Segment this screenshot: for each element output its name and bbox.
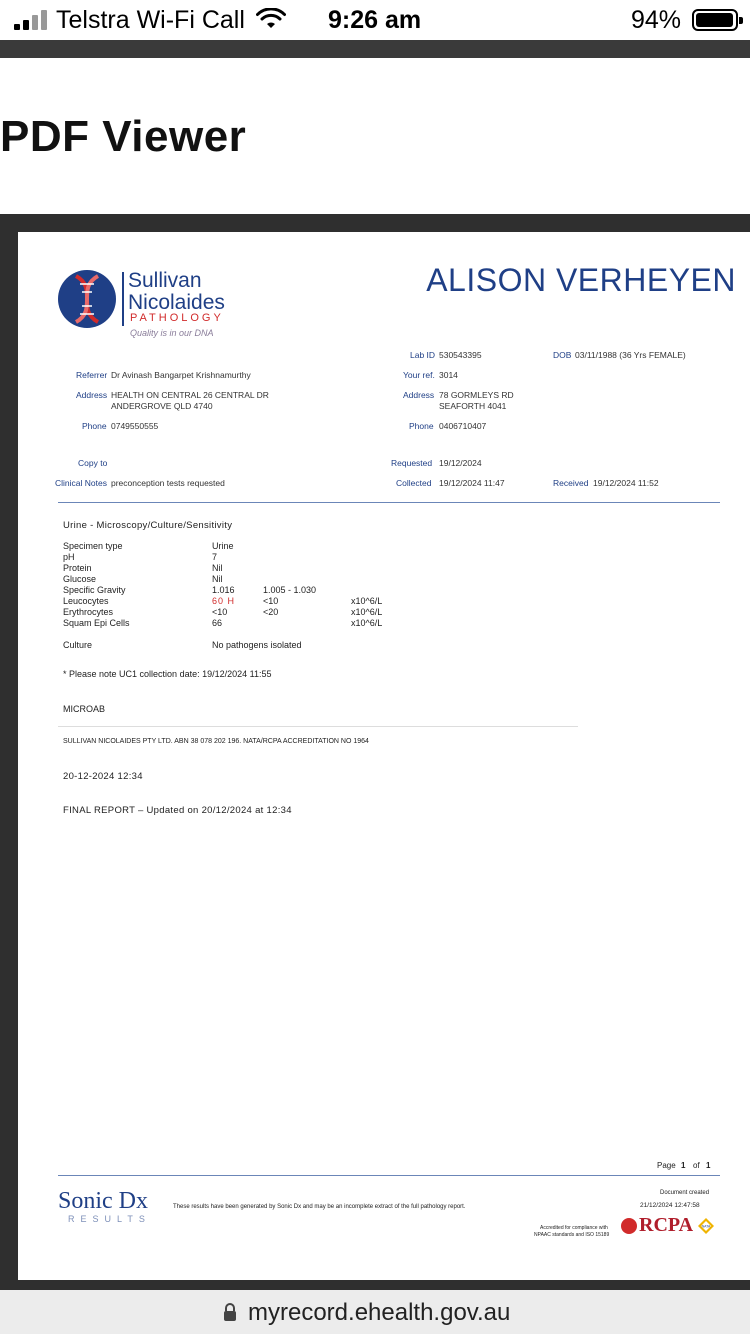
pat-address-label: Address xyxy=(403,390,435,400)
result-name: Protein xyxy=(63,563,92,573)
sonic-results-text: RESULTS xyxy=(68,1214,151,1224)
accreditation-text: SULLIVAN NICOLAIDES PTY LTD. ABN 38 078 202 196. NATA/RCPA ACCREDITATION NO 1964 xyxy=(63,738,369,745)
wifi-icon xyxy=(256,8,286,30)
logo-line1: Sullivan xyxy=(128,269,202,292)
yourref-label: Your ref. xyxy=(403,370,435,380)
battery-percent: 94% xyxy=(631,6,682,34)
accredited-text-1: Accredited for compliance with xyxy=(540,1225,608,1231)
result-range: <10 xyxy=(263,596,279,606)
result-value: Nil xyxy=(212,574,223,584)
result-value: Urine xyxy=(212,541,234,551)
result-name: Squam Epi Cells xyxy=(63,618,130,628)
microab-label: MICROAB xyxy=(63,704,106,714)
logo-tagline: Quality is in our DNA xyxy=(130,328,214,338)
lock-icon xyxy=(223,1303,237,1321)
copyto-label: Copy to xyxy=(78,458,108,468)
sonic-dx-logo: Sonic Dx xyxy=(58,1188,148,1214)
result-value: 66 xyxy=(212,618,223,628)
patient-name: ALISON VERHEYEN xyxy=(426,262,736,298)
result-unit: x10^6/L xyxy=(351,618,383,628)
result-value: <10 xyxy=(212,607,228,617)
clinical-notes-value: preconception tests requested xyxy=(111,478,225,488)
result-name: Specific Gravity xyxy=(63,585,126,595)
result-value: 1.016 xyxy=(212,585,235,595)
result-value-high: 60 H xyxy=(212,596,236,606)
received-label: Received xyxy=(553,478,589,488)
result-unit: x10^6/L xyxy=(351,596,383,606)
page-title: PDF Viewer xyxy=(0,112,247,161)
referrer-value: Dr Avinash Bangarpet Krishnamurthy xyxy=(111,370,251,380)
requested-label: Requested xyxy=(391,458,433,468)
doc-created-label: Document created xyxy=(660,1190,710,1196)
labid-label: Lab ID xyxy=(410,350,436,360)
ref-address-line1: HEALTH ON CENTRAL 26 CENTRAL DR xyxy=(111,390,269,400)
result-range: <20 xyxy=(263,607,279,617)
ref-address-line2: ANDERGROVE QLD 4740 xyxy=(111,401,213,411)
result-name: Leucocytes xyxy=(63,596,109,606)
page-number: 1 xyxy=(681,1161,686,1170)
page-total: 1 xyxy=(706,1161,711,1170)
pat-address-line2: SEAFORTH 4041 xyxy=(439,401,507,411)
dob-value: 03/11/1988 (36 Yrs FEMALE) xyxy=(575,350,686,360)
svg-text:NATA: NATA xyxy=(701,1224,711,1229)
accredited-text-2: NPAAC standards and ISO 15189 xyxy=(534,1232,610,1238)
doc-created-value: 21/12/2024 12:47:58 xyxy=(640,1202,700,1209)
result-name: Glucose xyxy=(63,574,97,584)
disclaimer-text: These results have been generated by Sonic Dx and may be an incomplete extract of the full pathology report. xyxy=(173,1204,466,1210)
ref-address-label: Address xyxy=(76,390,108,400)
result-name: Erythrocytes xyxy=(63,607,114,617)
pdf-page[interactable] xyxy=(18,232,750,1280)
result-value: Nil xyxy=(212,563,223,573)
rcpa-logo-icon xyxy=(621,1218,637,1234)
received-value: 19/12/2024 11:52 xyxy=(593,478,659,488)
dna-logo-icon xyxy=(58,270,116,328)
page-of: of xyxy=(693,1161,700,1170)
nata-logo-icon xyxy=(698,1218,714,1234)
culture-value: No pathogens isolated xyxy=(212,640,302,650)
yourref-value: 3014 xyxy=(439,370,458,380)
ref-phone-value: 0749550555 xyxy=(111,421,159,431)
requested-value: 19/12/2024 xyxy=(439,458,482,468)
clinical-notes-label: Clinical Notes xyxy=(55,478,107,488)
status-bar xyxy=(0,0,750,40)
final-report-status: FINAL REPORT – Updated on 20/12/2024 at 12:34 xyxy=(63,805,292,816)
dob-label: DOB xyxy=(553,350,572,360)
collected-value: 19/12/2024 11:47 xyxy=(439,478,505,488)
browser-url-bar[interactable] xyxy=(0,1290,750,1334)
header-rule xyxy=(58,502,720,503)
clock-time: 9:26 am xyxy=(328,6,422,34)
pat-phone-label: Phone xyxy=(409,421,434,431)
url-text[interactable]: myrecord.ehealth.gov.au xyxy=(248,1299,511,1326)
carrier-label: Telstra Wi-Fi Call xyxy=(56,6,245,34)
pat-phone-value: 0406710407 xyxy=(439,421,487,431)
ref-phone-label: Phone xyxy=(82,421,107,431)
battery-icon xyxy=(692,9,738,31)
result-name: Specimen type xyxy=(63,541,123,551)
cellular-signal-icon xyxy=(14,10,48,30)
logo-line2: Nicolaides xyxy=(128,291,225,314)
top-divider xyxy=(0,40,750,58)
collected-label: Collected xyxy=(396,478,432,488)
page-label: Page xyxy=(657,1161,676,1170)
footer-rule xyxy=(58,1175,720,1176)
result-range: 1.005 - 1.030 xyxy=(263,585,317,595)
rcpa-logo: RCPA xyxy=(639,1214,694,1236)
logo-divider xyxy=(122,272,124,326)
collection-note: * Please note UC1 collection date: 19/12/2024 11:55 xyxy=(63,669,272,679)
result-value: 7 xyxy=(212,552,218,562)
report-datetime: 20-12-2024 12:34 xyxy=(63,771,143,782)
culture-label: Culture xyxy=(63,640,93,650)
referrer-label: Referrer xyxy=(76,370,108,380)
logo-line3: PATHOLOGY xyxy=(130,312,224,324)
pat-address-line1: 78 GORMLEYS RD xyxy=(439,390,514,400)
section-title: Urine - Microscopy/Culture/Sensitivity xyxy=(63,520,233,531)
result-name: pH xyxy=(63,552,75,562)
labid-value: 530543395 xyxy=(439,350,482,360)
result-unit: x10^6/L xyxy=(351,607,383,617)
section-rule xyxy=(58,726,578,727)
